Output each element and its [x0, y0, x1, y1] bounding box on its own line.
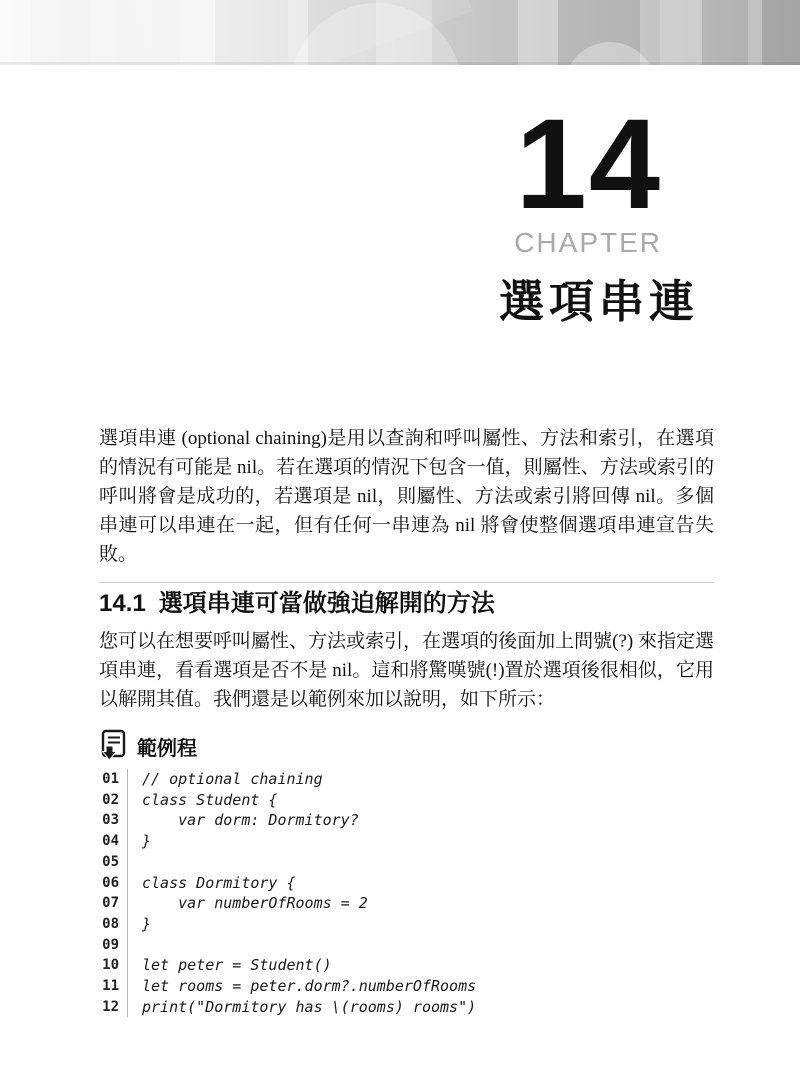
code-line: [99, 790, 714, 811]
code-line: [99, 976, 714, 997]
code-line-number: 11: [102, 978, 119, 995]
section-title: 選項串連可當做強迫解開的方法: [158, 590, 495, 617]
code-line-number: 07: [102, 895, 119, 912]
code-line-number: 04: [102, 833, 119, 850]
code-line-text: }: [127, 831, 151, 852]
code-line-text: [127, 852, 142, 873]
header-decoration-band: [0, 0, 800, 65]
section-heading: [99, 588, 714, 620]
code-line-number: 02: [102, 791, 119, 808]
code-line-text: print("Dormitory has \(rooms) rooms"): [127, 997, 476, 1018]
code-line: [99, 810, 714, 831]
code-line-text: var numberOfRooms = 2: [127, 893, 368, 914]
code-line-text: // optional chaining: [127, 769, 323, 790]
code-line-text: let rooms = peter.dorm?.numberOfRooms: [127, 976, 476, 997]
code-line: [99, 769, 714, 790]
chapter-title: 選項串連: [498, 276, 699, 327]
code-line-number: 01: [102, 771, 119, 787]
code-line-text: class Dormitory {: [127, 873, 296, 894]
code-line: [99, 997, 714, 1018]
intro-paragraph: 選項串連 (optional chaining)是用以查詢和呼叫屬性、方法和索引，在選項的情況有可能是 nil。若在選項的情況下包含一值，則屬性、方法或索引的呼叫將會是成功的，若選項是 nil，則屬性、方法或索引將回傳 nil。多個串連可以串連在一起，但有任何一串連為 nil 將會使整個選項串連宣告失敗。: [99, 428, 714, 565]
code-line-number: 06: [102, 874, 119, 891]
code-line: [99, 852, 714, 873]
example-label: 範例程: [137, 737, 197, 760]
code-line: [99, 955, 714, 976]
code-listing: [99, 769, 714, 1017]
code-line-text: var dorm: Dormitory?: [127, 810, 359, 831]
code-line: [99, 893, 714, 914]
section-paragraph: 您可以在想要呼叫屬性、方法或索引，在選項的後面加上問號(?) 來指定選項串連，看看選項是否不是 nil。這和將驚嘆號(!)置於選項後很相似，它用以解開其值。我們還是以範例來加以說明，如下所示：: [99, 631, 714, 710]
section-divider-rule: [99, 582, 714, 583]
code-line: [99, 873, 714, 894]
code-line-text: }: [127, 914, 151, 935]
code-example-icon: [99, 729, 128, 763]
code-line-number: 09: [102, 936, 119, 953]
code-line-text: let peter = Student(): [127, 955, 332, 976]
code-line-number: 05: [102, 853, 119, 870]
code-line-number: 08: [102, 915, 119, 932]
section-number: 14.1: [99, 590, 146, 617]
code-line-text: class Student {: [127, 790, 277, 811]
code-line-number: 12: [102, 998, 119, 1015]
code-line-text: [127, 935, 142, 956]
chapter-number: 14: [515, 93, 662, 236]
chapter-label: CHAPTER: [514, 227, 662, 258]
code-line-number: 10: [102, 957, 119, 974]
code-line: [99, 935, 714, 956]
code-line: [99, 831, 714, 852]
example-header: [99, 729, 714, 763]
code-line: [99, 914, 714, 935]
code-line-number: 03: [102, 812, 119, 829]
page-content: [99, 424, 714, 1017]
